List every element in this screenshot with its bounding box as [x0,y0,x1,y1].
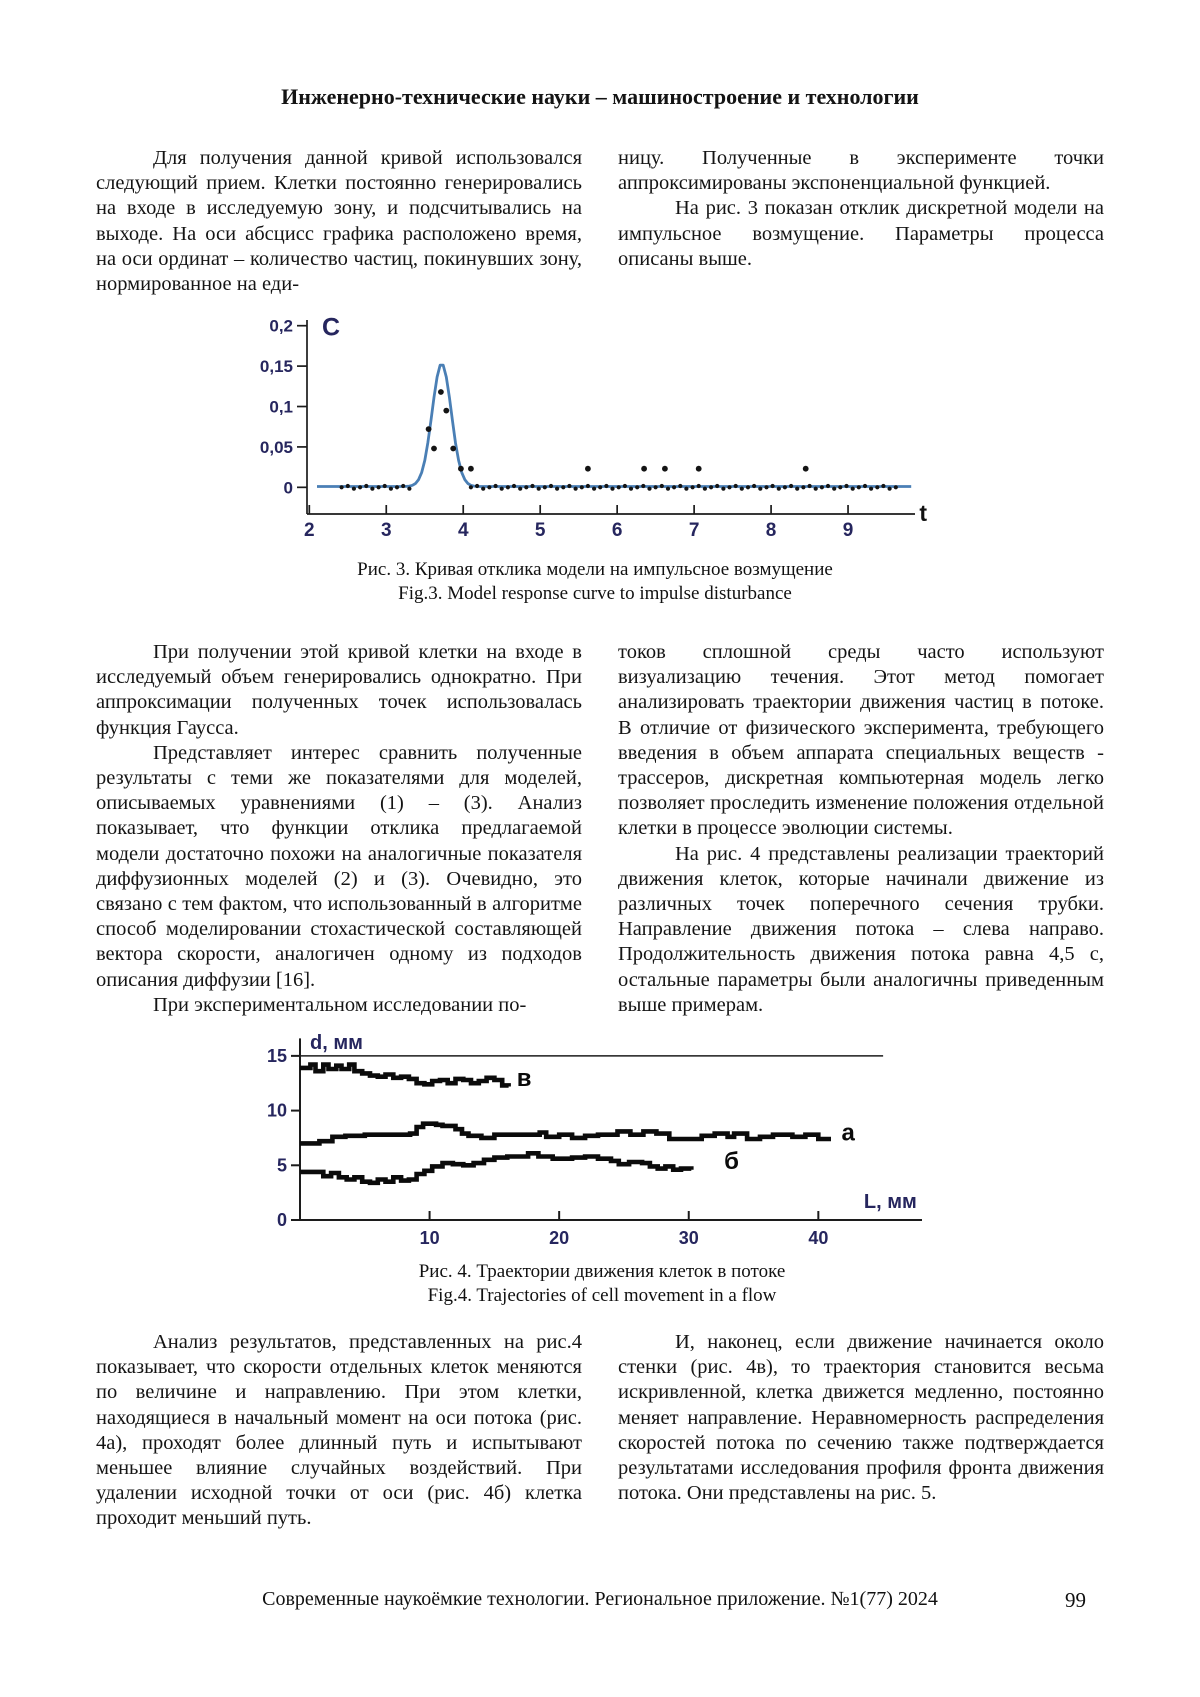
figure-3 [255,300,935,606]
svg-text:t: t [919,500,927,526]
text-section-bottom [96,1330,1104,1532]
svg-text:0: 0 [276,1210,287,1230]
svg-text:d, мм: d, мм [310,1031,363,1054]
paragraph: На рис. 3 показан отклик дискретной модели на импульсное возмущение. Параметры процесса описаны выше. [618,197,1104,270]
column-right [618,1330,1104,1532]
svg-text:9: 9 [842,520,854,541]
svg-text:0,15: 0,15 [259,357,293,377]
svg-text:б: б [724,1147,739,1175]
paragraph: токов сплошной среды часто используют визуализацию течения. Этот метод помогает анализировать траектории движения частиц в потоке. В отличие от физического эксперимента, требующего введения в объем аппарата специальных веществ - трассеров, дискретная компьютерная модель легко позволяет проследить изменение положения отдельной клетки в процессе эволюции системы. [618,641,1104,840]
svg-text:6: 6 [611,520,623,541]
paragraph: Представляет интерес сравнить полученные результаты с теми же показателями для моделей, описываемых уравнениями (1) – (3). Анализ показывает, что функции отклика предлагаемой модели достаточно похожи на аналогичные показателя диффузионных моделей (2) и (3). Очевидно, это связано с тем фактом, что использованный в алгоритме способ моделировании стохастической составляющей вектора скорости, аналогичен одному из подходов описания диффузии [16]. [96,741,582,991]
svg-text:0,1: 0,1 [269,397,293,417]
text-section-middle [96,640,1104,1018]
svg-text:3: 3 [380,520,392,541]
column-left [96,146,582,297]
svg-text:20: 20 [549,1228,570,1248]
svg-text:L, мм: L, мм [863,1191,917,1213]
svg-text:10: 10 [419,1228,440,1248]
fig4-trajectory-b-offset [300,1153,691,1183]
fig3-experiment-points [340,389,898,491]
svg-text:30: 30 [678,1228,699,1248]
svg-text:7: 7 [688,520,700,541]
svg-text:4: 4 [457,520,469,541]
fig4-caption-ru: Рис. 4. Траектории движения клеток в потоке [418,1261,786,1282]
paragraph: Анализ результатов, представленных на рис.4 показывает, что скорости отдельных клеток меняются по величине и направлению. При этом клетки, находящиеся в начальный момент на оси потока (рис. 4а), проходят более длинный путь и испытывают меньшее влияние случайных воздействий. При удалении исходной точки от оси (рис. 4б) клетка проходит меньший путь. [96,1331,582,1530]
fig4-caption [252,1260,952,1308]
figure-4 [252,1022,952,1308]
svg-text:а: а [841,1119,855,1147]
svg-text:0: 0 [283,478,293,498]
svg-text:10: 10 [266,1100,287,1121]
svg-text:0,2: 0,2 [269,316,293,336]
fig4-trajectory-a-axis [300,1124,829,1144]
svg-text:15: 15 [266,1045,287,1066]
svg-text:5: 5 [276,1155,287,1176]
svg-text:5: 5 [534,520,546,541]
footer-journal-title: Современные наукоёмкие технологии. Региональное приложение. №1(77) 2024 [262,1588,938,1610]
svg-text:C: C [321,313,341,342]
paragraph: При экспериментальном исследовании по- [153,993,527,1016]
fig3-caption-ru: Рис. 3. Кривая отклика модели на импульсное возмущение [357,559,833,580]
svg-text:в: в [516,1064,532,1092]
fig4-trajectories-chart [252,1022,952,1254]
paragraph: Для получения данной кривой использовался следующий прием. Клетки постоянно генерировались на входе в исследуемую зону, и подсчитывались на выходе. На оси абсцисс графика расположено время, на оси ординат – количество частиц, покинувших зону, нормированное на еди- [96,147,582,296]
paragraph: И, наконец, если движение начинается около стенки (рис. 4в), то траектория становится весьма искривленной, клетка движется медленно, постоянно меняет направление. Неравномерность распределения скоростей потока по сечению также подтверждается результатами исследования профиля фронта движения потока. Они представлены на рис. 5. [618,1331,1104,1505]
paragraph: На рис. 4 представлены реализации траекторий движения клеток, которые начинали движение из различных точек поперечного сечения трубки. Направление движения потока – слева направо. Продолжительность движения потока равна 4,5 с, остальные параметры были аналогичны приведенным выше примерам. [618,842,1104,1016]
page-footer [96,1588,1104,1611]
column-left [96,640,582,1018]
fig3-response-curve-chart [255,300,935,550]
fig4-caption-en: Fig.4. Trajectories of cell movement in a flow [427,1285,777,1306]
svg-text:8: 8 [765,520,777,541]
page-title: Инженерно-технические науки – машиностроение и технологии [281,84,919,109]
paragraph: ницу. Полученные в эксперименте точки аппроксимированы экспоненциальной функцией. [618,147,1104,195]
svg-text:40: 40 [808,1228,829,1248]
fig4-trajectory-v-near-wall [300,1065,509,1087]
svg-text:2: 2 [304,520,315,541]
fig4-axes [291,1038,922,1220]
column-left [96,1330,582,1532]
fig3-caption [255,558,935,606]
column-right [618,146,1104,297]
text-section-top [96,146,1104,297]
page-number: 99 [1065,1588,1086,1612]
column-right [618,640,1104,1018]
fig3-model-curve [317,365,911,486]
paragraph: При получении этой кривой клетки на входе в исследуемый объем генерировались однократно. При аппроксимации полученных точек использовалась функция Гаусса. [96,641,582,739]
svg-text:0,05: 0,05 [259,437,293,457]
fig3-caption-en: Fig.3. Model response curve to impulse disturbance [398,583,792,604]
